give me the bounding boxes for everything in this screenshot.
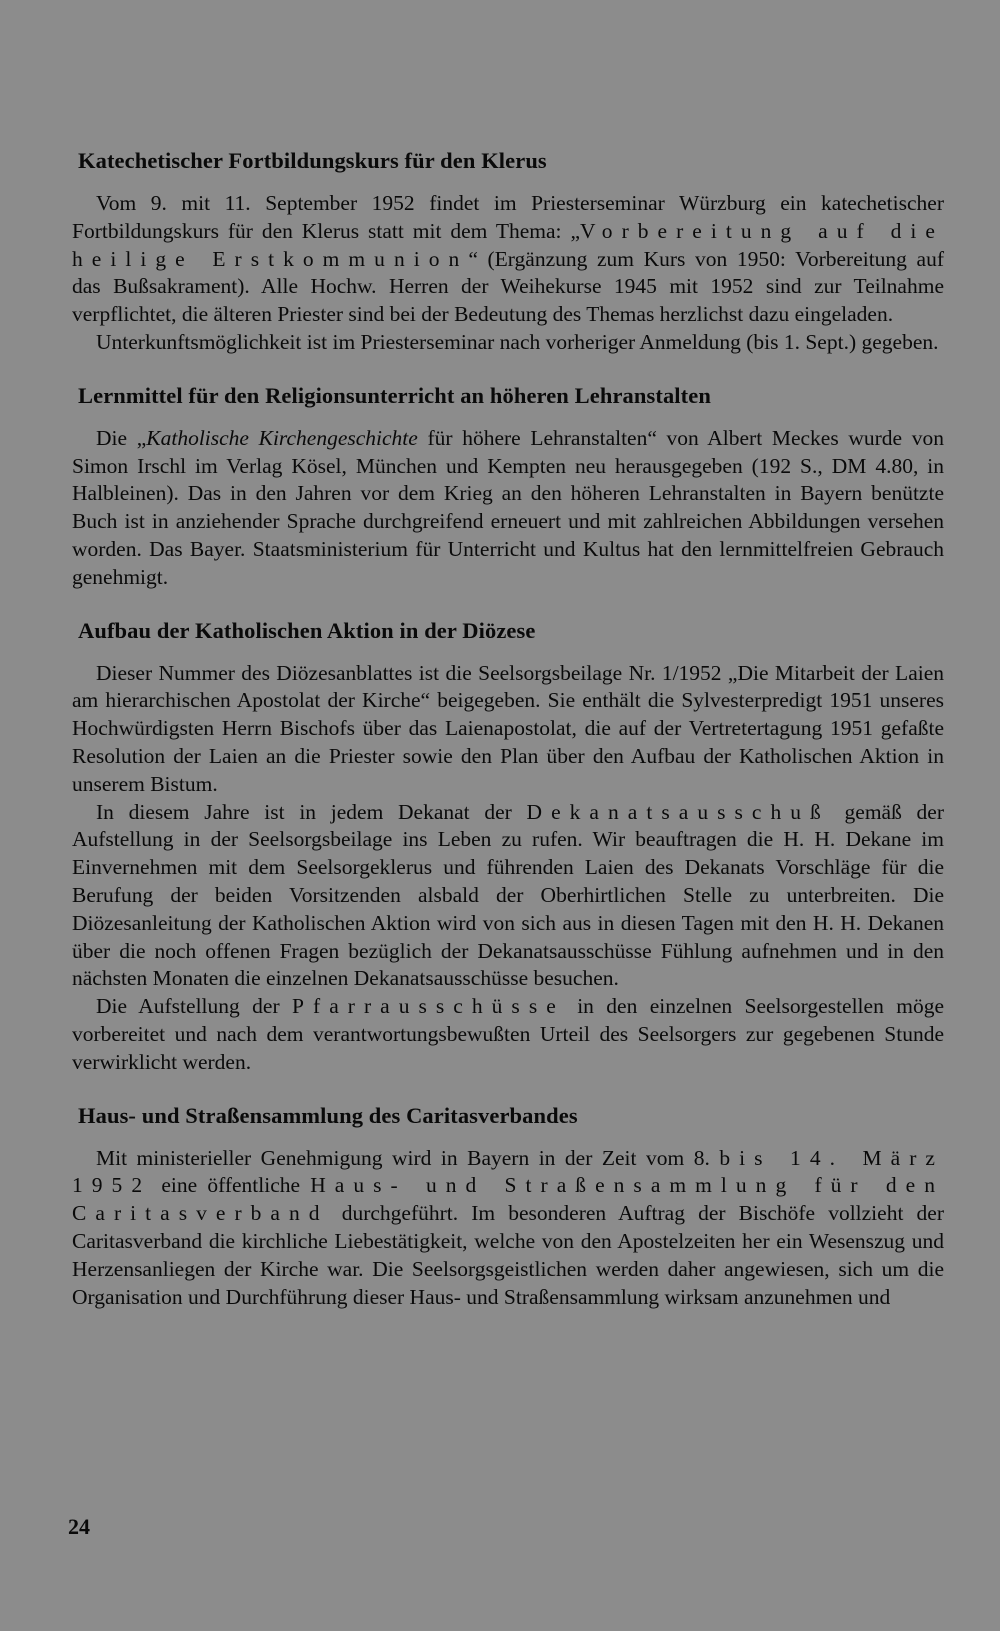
section-katholische-aktion: [72, 616, 944, 1077]
section-heading: Aufbau der Katholischen Aktion in der Diözese: [78, 617, 536, 643]
text-run: eine öffentliche: [151, 1173, 311, 1198]
spaced-text: Haus- und Straßensammlung für den Caritasverband: [72, 1173, 944, 1226]
text-run: In diesem Jahre ist in jedem Dekanat der: [96, 799, 527, 824]
text-run: Die „: [96, 425, 147, 450]
text-run: gemäß der Aufstellung in der Seelsorgsbeilage ins Leben zu rufen. Wir beauftragen die H. H. Dekane im Einvernehmen mit dem Seelsorgeklerus und führenden Laien des Dekanats Vorschläge für die Berufung der beiden Vorsitzenden alsbald der Oberhirtlichen Stelle zu unterbreiten. Die Diözesanleitung der Katholischen Aktion wird von sich aus in diesen Tagen mit den H. H. Dekanen über die noch offenen Fragen bezüglich der Dekanatsausschüsse Fühlung aufnehmen und in den nächsten Monaten die einzelnen Dekanatsausschüsse besuchen.: [72, 799, 944, 991]
spaced-text: Dekanatsausschuß: [526, 799, 830, 824]
spaced-text: Pfarrausschüsse: [292, 994, 565, 1019]
paragraph: [72, 425, 944, 592]
paragraph: Unterkunftsmöglichkeit ist im Priesterseminar nach vorheriger Anmeldung (bis 1. Sept.) gegeben.: [96, 329, 939, 354]
italic-title: Katholische Kirchengeschichte: [146, 425, 418, 450]
paragraph: [72, 799, 944, 994]
text-run: Mit ministerieller Genehmigung wird in Bayern in der Zeit vom 8.: [96, 1145, 720, 1170]
paragraph: [72, 1145, 944, 1312]
section-lernmittel: [72, 381, 944, 592]
section-katechetischer-fortbildungskurs: [72, 146, 944, 357]
page-content: [72, 146, 944, 1311]
section-heading: Haus- und Straßensammlung des Caritasverbandes: [78, 1102, 578, 1128]
paragraph: Dieser Nummer des Diözesanblattes ist die Seelsorgsbeilage Nr. 1/1952 „Die Mitarbeit der Laien am hierarchischen Apostolat der Kirche“ beigegeben. Sie enthält die Sylvesterpredigt 1951 unseres Hochwürdigsten Herrn Bischofs über das Laienapostolat, die auf der Vertretertagung 1951 gefaßte Resolution der Laien an die Priester sowie den Plan über den Aufbau der Katholischen Aktion in unserem Bistum.: [72, 660, 944, 796]
text-run: “ (Ergänzung zum Kurs von 1950: Vorbereitung auf das Bußsakrament). Alle Hochw. Herren der Weihekurse 1945 mit 1952 sind zur Teilnahme verpflichtet, die älteren Priester sind bei der Bedeutung des Themas herzlichst dazu eingeladen.: [72, 246, 944, 327]
section-heading: Katechetischer Fortbildungskurs für den Klerus: [78, 148, 547, 173]
paragraph: [72, 993, 944, 1076]
text-run: für höhere Lehranstalten“ von Albert Meckes wurde von Simon Irschl im Verlag Kösel, München und Kempten neu herausgegeben (192 S., DM 4.80, in Halbleinen). Das in den Jahren vor dem Krieg an den höheren Lehranstalten in Bayern benützte Buch ist in anziehender Sprache durchgreifend erneuert und mit zahlreichen Abbildungen versehen worden. Das Bayer. Staatsministerium für Unterricht und Kultus hat den lernmittelfreien Gebrauch genehmigt.: [72, 425, 944, 589]
page-number: 24: [68, 1514, 90, 1539]
section-caritas-sammlung: [72, 1101, 944, 1312]
text-run: durchgeführt. Im besonderen Auftrag der Bischöfe vollzieht der Caritasverband die kirchliche Liebestätigkeit, welche von den Apostelzeiten her ein Wesenszug und Herzensanliegen der Kirche war. Die Seelsorgsgeistlichen werden daher angewiesen, sich um die Organisation und Durchführung dieser Haus- und Straßensammlung wirksam anzunehmen und: [72, 1201, 944, 1309]
spaced-text: bis 14. März 1952: [72, 1145, 945, 1198]
spaced-text: Vorbereitung auf die heilige Erstkommunion: [72, 218, 944, 271]
text-run: Vom 9. mit 11. September 1952 findet im Priesterseminar Würzburg ein katechetischer Fortbildungskurs für den Klerus statt mit dem Thema: „: [72, 191, 944, 243]
text-run: Die Aufstellung der: [96, 994, 293, 1019]
text-run: in den einzelnen Seelsorgestellen möge vorbereitet und nach dem verantwortungsbewußten Urteil des Seelsorgers zur gegebenen Stunde verwirklicht werden.: [72, 994, 944, 1074]
paragraph: [72, 190, 944, 329]
section-heading: Lernmittel für den Religionsunterricht an höheren Lehranstalten: [78, 382, 711, 408]
